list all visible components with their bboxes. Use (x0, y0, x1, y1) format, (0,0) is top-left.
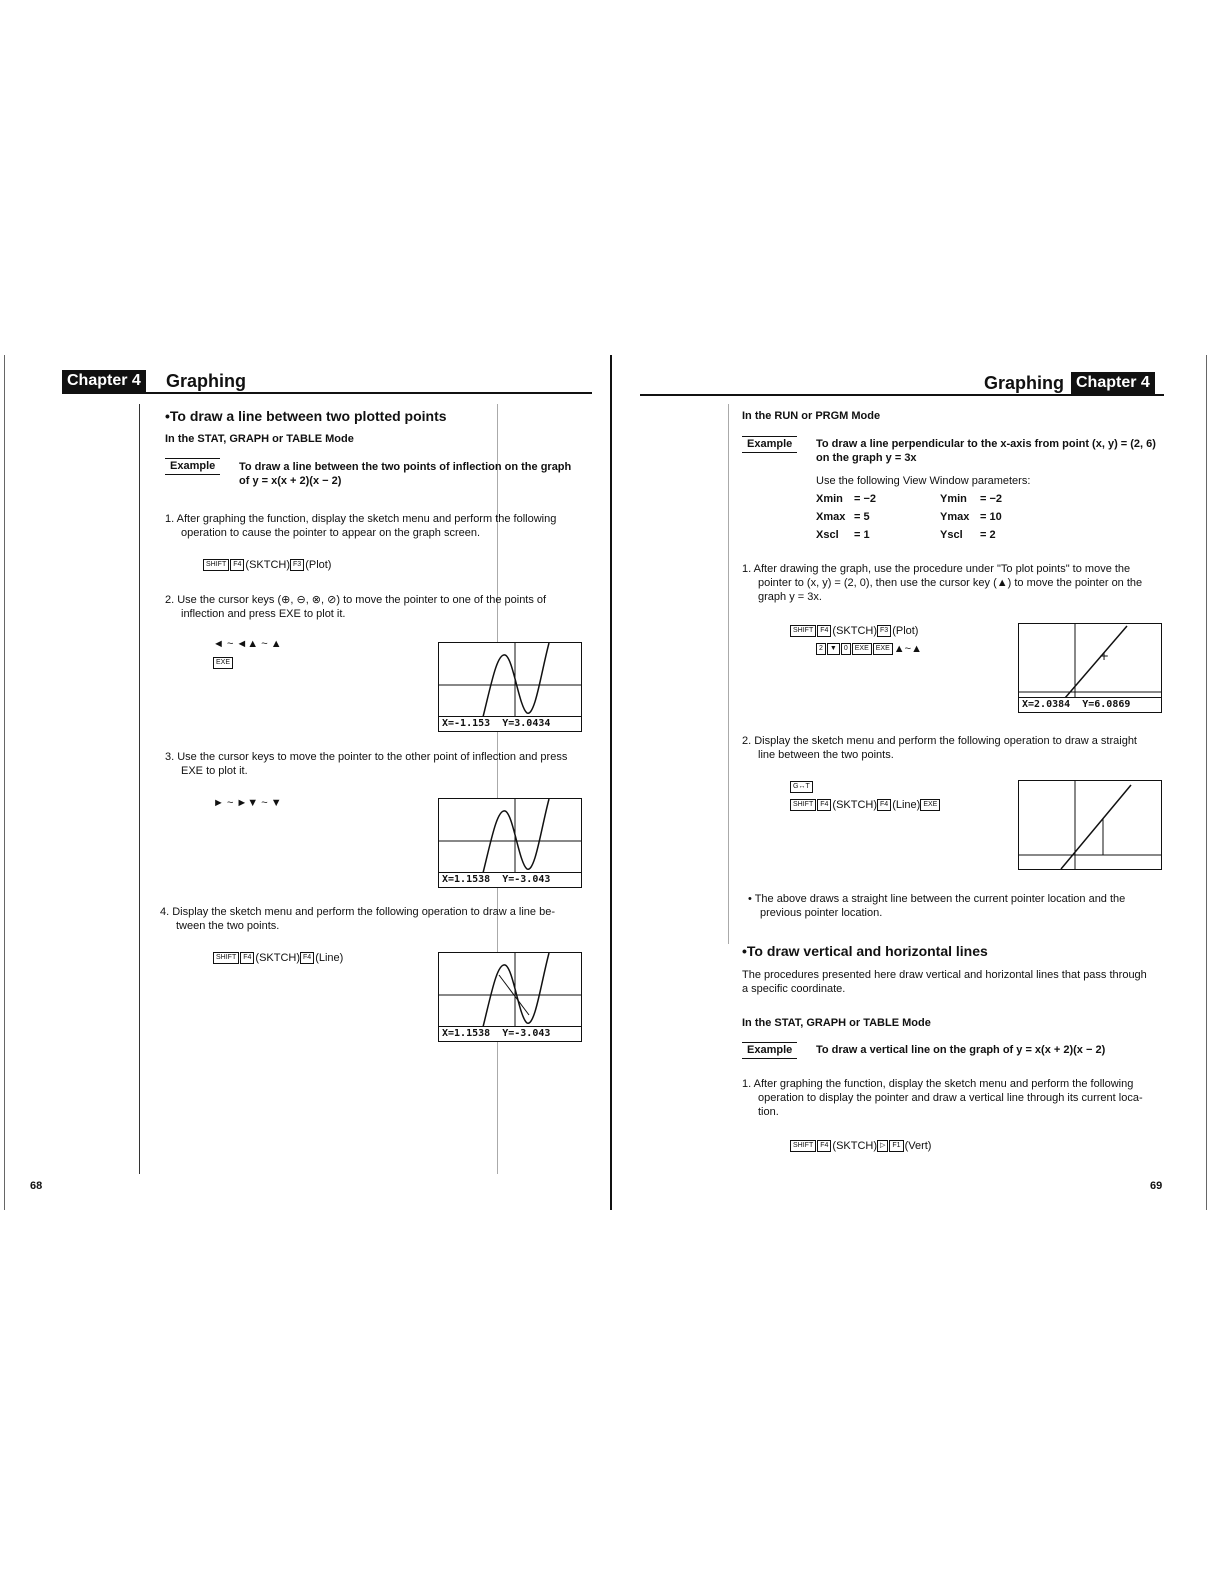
page-number-left: 68 (30, 1180, 43, 1192)
note-cont: previous pointer location. (760, 907, 883, 919)
next-menu-key: ▷ (877, 1140, 888, 1152)
screen-readout: X=1.1538 Y=-3.043 (439, 1026, 581, 1041)
example-text-right-3: To draw a vertical line on the graph of y = x(x + 2)(x − 2) (816, 1044, 1106, 1056)
example-text-2: of y = x(x + 2)(x − 2) (239, 475, 342, 487)
example-text-right: To draw a line perpendicular to the x-axis from point (x, y) = (2, 6) (816, 438, 1156, 450)
page-edge-left (4, 355, 5, 1210)
intro-text-cont: a specific coordinate. (742, 983, 846, 995)
step-2: 2. Use the cursor keys (⊕, ⊖, ⊗, ⊘) to move the pointer to one of the points of (165, 594, 547, 606)
header-rule-left (62, 392, 592, 394)
step-3-right-cont: operation to display the pointer and draw a vertical line through its current loca- (758, 1092, 1143, 1104)
f3-key: F3 (877, 625, 891, 637)
calc-screen-1 (438, 642, 582, 732)
note: • The above draws a straight line between the current pointer location and the (748, 893, 1126, 905)
step-1-right-keys (790, 624, 918, 638)
book-spine (610, 355, 612, 1210)
shift-key: SHIFT (790, 1140, 816, 1152)
key-label: (Line) (892, 799, 921, 811)
step-2-keys: ◄ ~ ◄▲ ~ ▲ (213, 638, 282, 650)
exe-key: EXE (213, 657, 233, 669)
cursor-up-keys: ▲~▲ (893, 643, 922, 655)
svg-text:+: + (1099, 649, 1110, 663)
page-number-right: 69 (1150, 1180, 1163, 1192)
key-label: (Plot) (892, 625, 919, 637)
step-1-cont: operation to cause the pointer to appear on the graph screen. (181, 527, 481, 539)
digit-key: 2 (816, 643, 826, 655)
f4-key: F4 (240, 952, 254, 964)
screen-readout: X=1.1538 Y=-3.043 (439, 872, 581, 887)
exe-key: EXE (873, 643, 893, 655)
step-3-right: 1. After graphing the function, display the sketch menu and perform the following (742, 1078, 1134, 1090)
window-row: Xmax = 5 Ymax = 10 (816, 511, 1002, 523)
exe-key: EXE (920, 799, 940, 811)
shift-key: SHIFT (213, 952, 239, 964)
f4-key: F4 (817, 1140, 831, 1152)
step-3-cont: EXE to plot it. (181, 765, 248, 777)
f4-key: F4 (817, 625, 831, 637)
chapter-badge-right: Chapter 4 (1071, 372, 1155, 394)
key-label: (Line) (315, 952, 344, 964)
step-3: 3. Use the cursor keys to move the pointer to the other point of inflection and press (165, 751, 568, 763)
example-label-right: Example (742, 436, 797, 453)
page-title-right: Graphing (984, 373, 1064, 393)
mode-label: In the STAT, GRAPH or TABLE Mode (165, 433, 354, 445)
step-4-keys (213, 951, 343, 965)
calc-screen-2 (438, 798, 582, 888)
graph-table-key: G↔T (790, 781, 813, 793)
step-3-keys: ► ~ ►▼ ~ ▼ (213, 797, 282, 809)
example-label-right-2: Example (742, 1042, 797, 1059)
shift-key: SHIFT (790, 625, 816, 637)
step-1-right: 1. After drawing the graph, use the procedure under "To plot points" to move the (742, 563, 1131, 575)
step-1-keys (203, 558, 331, 572)
step-3-right-keys (790, 1139, 931, 1153)
example-text: To draw a line between the two points of inflection on the graph (239, 461, 572, 473)
header-rule-right (640, 394, 1164, 396)
step-4: 4. Display the sketch menu and perform the following operation to draw a line be- (160, 906, 555, 918)
exe-key: EXE (852, 643, 872, 655)
digit-key: 0 (841, 643, 851, 655)
key-label: (SKTCH) (832, 1140, 878, 1152)
step-1-right-keys-b (816, 642, 922, 656)
window-intro: Use the following View Window parameters: (816, 475, 1031, 487)
window-params (816, 492, 1056, 546)
mode-label-right-2: In the STAT, GRAPH or TABLE Mode (742, 1017, 931, 1029)
step-2-cont: inflection and press EXE to plot it. (181, 608, 346, 620)
calc-screen-5 (1018, 780, 1162, 870)
f4-key: F4 (300, 952, 314, 964)
shift-key: SHIFT (790, 799, 816, 811)
window-row: Xscl = 1 Yscl = 2 (816, 529, 996, 541)
f4-key: F4 (817, 799, 831, 811)
section-heading: •To draw a line between two plotted points (165, 408, 447, 424)
step-4-cont: tween the two points. (176, 920, 280, 932)
step-1-right-cont-2: graph y = 3x. (758, 591, 822, 603)
window-row: Xmin = −2 Ymin = −2 (816, 493, 1003, 505)
step-1-right-cont: pointer to (x, y) = (2, 0), then use the cursor key (▲) to move the pointer on the (758, 577, 1143, 589)
example-label: Example (165, 458, 220, 475)
cursor-down-key: ▼ (827, 643, 840, 655)
screen-readout: X=-1.153 Y=3.0434 (439, 716, 581, 731)
key-label: (SKTCH) (255, 952, 301, 964)
step-2-right-gt (790, 780, 814, 794)
step-2-right: 2. Display the sketch menu and perform the following operation to draw a straight (742, 735, 1137, 747)
key-label: (SKTCH) (832, 799, 878, 811)
margin-line-right (728, 404, 729, 944)
section-heading-right: •To draw vertical and horizontal lines (742, 943, 988, 959)
key-label: (Plot) (305, 559, 332, 571)
step-2-exe (213, 656, 234, 670)
shift-key: SHIFT (203, 559, 229, 571)
step-1: 1. After graphing the function, display the sketch menu and perform the following (165, 513, 557, 525)
step-2-right-keys (790, 798, 941, 812)
page-title-left: Graphing (166, 371, 246, 391)
example-text-right-2: on the graph y = 3x (816, 452, 917, 464)
chapter-badge-left: Chapter 4 (62, 370, 146, 392)
step-2-right-cont: line between the two points. (758, 749, 894, 761)
step-3-right-cont-2: tion. (758, 1106, 779, 1118)
mode-label-right: In the RUN or PRGM Mode (742, 410, 881, 422)
intro-text: The procedures presented here draw vertical and horizontal lines that pass through (742, 969, 1147, 981)
f1-key: F1 (889, 1140, 903, 1152)
calc-screen-3 (438, 952, 582, 1042)
f4-key: F4 (877, 799, 891, 811)
f3-key: F3 (290, 559, 304, 571)
margin-line-left (139, 404, 140, 1174)
f4-key: F4 (230, 559, 244, 571)
calc-screen-4 (1018, 623, 1162, 713)
key-label: (Vert) (904, 1140, 932, 1152)
key-label: (SKTCH) (832, 625, 878, 637)
screen-readout: X=2.0384 Y=6.0869 (1019, 697, 1161, 712)
key-label: (SKTCH) (245, 559, 291, 571)
page-edge-right (1206, 355, 1207, 1210)
